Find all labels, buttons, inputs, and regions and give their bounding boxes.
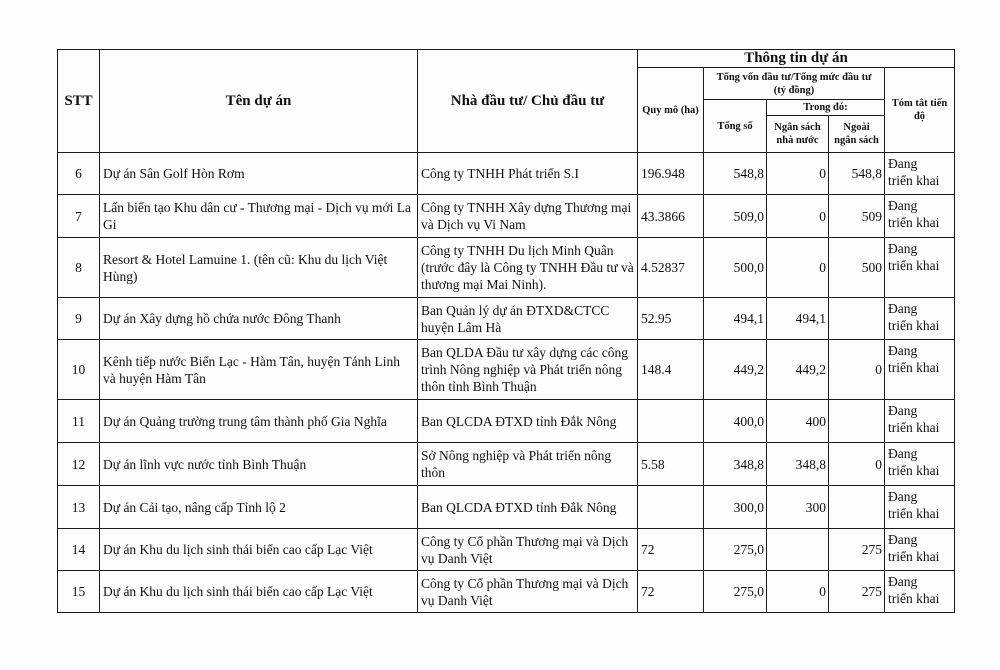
row-stt: 11 — [58, 400, 100, 443]
row-non-state-budget: 509 — [829, 195, 885, 238]
row-total: 449,2 — [704, 340, 767, 400]
header-project-info: Thông tin dự án — [638, 50, 955, 68]
row-state-budget: 494,1 — [767, 298, 829, 340]
row-total: 494,1 — [704, 298, 767, 340]
row-state-budget: 449,2 — [767, 340, 829, 400]
row-progress-line1: Đang — [888, 574, 918, 589]
header-investor: Nhà đầu tư/ Chủ đầu tư — [418, 50, 638, 153]
table-body — [58, 153, 955, 613]
row-state-budget: 400 — [767, 400, 829, 443]
row-progress-line1: Đang — [888, 198, 918, 213]
header-total-capital — [704, 68, 885, 100]
row-progress-status — [885, 195, 955, 238]
row-project-name: Lấn biển tạo Khu dân cư - Thương mại - Dịch vụ mới La Gi — [100, 195, 418, 238]
header-non-state-budget-line2: ngân sách — [834, 135, 879, 146]
header-non-state-budget — [829, 116, 885, 153]
row-progress-line2: triển khai — [888, 215, 940, 230]
table-row — [58, 153, 955, 195]
row-state-budget: 0 — [767, 571, 829, 613]
row-progress-status — [885, 153, 955, 195]
row-total: 509,0 — [704, 195, 767, 238]
row-investor: Công ty TNHH Phát triển S.I — [418, 153, 638, 195]
table-row — [58, 400, 955, 443]
row-non-state-budget — [829, 400, 885, 443]
row-progress-line1: Đang — [888, 446, 918, 461]
row-state-budget: 348,8 — [767, 443, 829, 486]
header-progress-line1: Tóm tắt tiến — [891, 98, 948, 109]
row-scale: 72 — [638, 529, 704, 571]
header-non-state-budget-line1: Ngoài — [843, 122, 870, 133]
row-non-state-budget: 0 — [829, 443, 885, 486]
row-total: 300,0 — [704, 486, 767, 529]
row-stt: 7 — [58, 195, 100, 238]
table-header — [58, 50, 955, 153]
row-progress-status — [885, 529, 955, 571]
header-total: Tổng số — [704, 100, 767, 153]
row-total: 400,0 — [704, 400, 767, 443]
row-progress-line1: Đang — [888, 241, 918, 256]
row-project-name: Dự án Khu du lịch sinh thái biển cao cấp Lạc Việt — [100, 571, 418, 613]
row-progress-status — [885, 400, 955, 443]
row-progress-status — [885, 571, 955, 613]
row-scale: 72 — [638, 571, 704, 613]
header-state-budget — [767, 116, 829, 153]
row-scale: 52.95 — [638, 298, 704, 340]
row-project-name: Dự án Xây dựng hồ chứa nước Đông Thanh — [100, 298, 418, 340]
row-scale — [638, 486, 704, 529]
row-stt: 9 — [58, 298, 100, 340]
row-investor: Sở Nông nghiệp và Phát triển nông thôn — [418, 443, 638, 486]
row-progress-status — [885, 238, 955, 298]
row-total: 275,0 — [704, 529, 767, 571]
project-table — [57, 49, 955, 613]
row-project-name: Dự án lĩnh vực nước tỉnh Bình Thuận — [100, 443, 418, 486]
table-row — [58, 340, 955, 400]
header-scale: Quy mô (ha) — [638, 68, 704, 153]
row-progress-status — [885, 486, 955, 529]
table-row — [58, 298, 955, 340]
row-scale: 148.4 — [638, 340, 704, 400]
row-stt: 10 — [58, 340, 100, 400]
row-total: 348,8 — [704, 443, 767, 486]
row-investor: Ban QLCDA ĐTXD tỉnh Đắk Nông — [418, 486, 638, 529]
row-investor: Ban QLDA Đầu tư xây dựng các công trình Nông nghiệp và Phát triển nông thôn tỉnh Bình Thuận — [418, 340, 638, 400]
header-stt: STT — [58, 50, 100, 153]
row-project-name: Dự án Sân Golf Hòn Rơm — [100, 153, 418, 195]
row-scale — [638, 400, 704, 443]
row-progress-line1: Đang — [888, 403, 918, 418]
row-scale: 196.948 — [638, 153, 704, 195]
row-non-state-budget: 275 — [829, 529, 885, 571]
row-non-state-budget: 0 — [829, 340, 885, 400]
row-progress-status — [885, 298, 955, 340]
row-state-budget: 0 — [767, 238, 829, 298]
row-progress-line2: triển khai — [888, 258, 940, 273]
row-investor: Công ty Cổ phần Thương mại và Dịch vụ Danh Việt — [418, 529, 638, 571]
row-progress-line2: triển khai — [888, 463, 940, 478]
table-row — [58, 486, 955, 529]
row-investor: Ban Quản lý dự án ĐTXD&CTCC huyện Lâm Hà — [418, 298, 638, 340]
header-of-which: Trong đó: — [767, 100, 885, 116]
row-total: 548,8 — [704, 153, 767, 195]
row-progress-line2: triển khai — [888, 420, 940, 435]
row-project-name: Dự án Cải tạo, nâng cấp Tỉnh lộ 2 — [100, 486, 418, 529]
header-progress-line2: độ — [913, 111, 926, 122]
row-progress-line2: triển khai — [888, 173, 940, 188]
row-scale: 4.52837 — [638, 238, 704, 298]
header-total-capital-line1: Tổng vốn đầu tư/Tổng mức đầu tư — [716, 71, 872, 83]
row-stt: 6 — [58, 153, 100, 195]
row-progress-line1: Đang — [888, 532, 918, 547]
row-project-name: Kênh tiếp nước Biển Lạc - Hàm Tân, huyện Tánh Linh và huyện Hàm Tân — [100, 340, 418, 400]
row-stt: 14 — [58, 529, 100, 571]
row-project-name: Dự án Quảng trường trung tâm thành phố Gia Nghĩa — [100, 400, 418, 443]
row-non-state-budget: 275 — [829, 571, 885, 613]
table-row — [58, 443, 955, 486]
row-progress-line2: triển khai — [888, 318, 940, 333]
row-state-budget: 300 — [767, 486, 829, 529]
row-non-state-budget — [829, 298, 885, 340]
row-progress-line2: triển khai — [888, 549, 940, 564]
row-investor: Công ty TNHH Xây dựng Thương mại và Dịch vụ Vi Nam — [418, 195, 638, 238]
table-row — [58, 238, 955, 298]
row-progress-line1: Đang — [888, 156, 918, 171]
row-total: 500,0 — [704, 238, 767, 298]
row-non-state-budget: 548,8 — [829, 153, 885, 195]
row-stt: 12 — [58, 443, 100, 486]
row-state-budget: 0 — [767, 195, 829, 238]
row-total: 275,0 — [704, 571, 767, 613]
row-progress-status — [885, 443, 955, 486]
row-progress-line2: triển khai — [888, 506, 940, 521]
table-row — [58, 571, 955, 613]
row-progress-status — [885, 340, 955, 400]
row-progress-line1: Đang — [888, 343, 918, 358]
row-progress-line1: Đang — [888, 301, 918, 316]
row-investor: Công ty TNHH Du lịch Minh Quân (trước đây là Công ty TNHH Đầu tư và thương mại Mai Ninh). — [418, 238, 638, 298]
row-scale: 43.3866 — [638, 195, 704, 238]
header-project-name: Tên dự án — [100, 50, 418, 153]
header-state-budget-line2: nhà nước — [776, 135, 819, 146]
row-state-budget — [767, 529, 829, 571]
row-investor: Công ty Cổ phần Thương mại và Dịch vụ Danh Việt — [418, 571, 638, 613]
header-total-capital-line2: (tỷ đồng) — [773, 84, 815, 96]
row-investor: Ban QLCDA ĐTXD tỉnh Đắk Nông — [418, 400, 638, 443]
row-progress-line2: triển khai — [888, 360, 940, 375]
table-row — [58, 195, 955, 238]
row-progress-line1: Đang — [888, 489, 918, 504]
row-stt: 15 — [58, 571, 100, 613]
row-state-budget: 0 — [767, 153, 829, 195]
row-project-name: Resort & Hotel Lamuine 1. (tên cũ: Khu du lịch Việt Hùng) — [100, 238, 418, 298]
row-non-state-budget: 500 — [829, 238, 885, 298]
row-progress-line2: triển khai — [888, 591, 940, 606]
row-stt: 8 — [58, 238, 100, 298]
row-non-state-budget — [829, 486, 885, 529]
row-project-name: Dự án Khu du lịch sinh thái biển cao cấp Lạc Việt — [100, 529, 418, 571]
header-progress-summary — [885, 68, 955, 153]
row-scale: 5.58 — [638, 443, 704, 486]
header-state-budget-line1: Ngân sách — [774, 122, 821, 133]
table-row — [58, 529, 955, 571]
row-stt: 13 — [58, 486, 100, 529]
